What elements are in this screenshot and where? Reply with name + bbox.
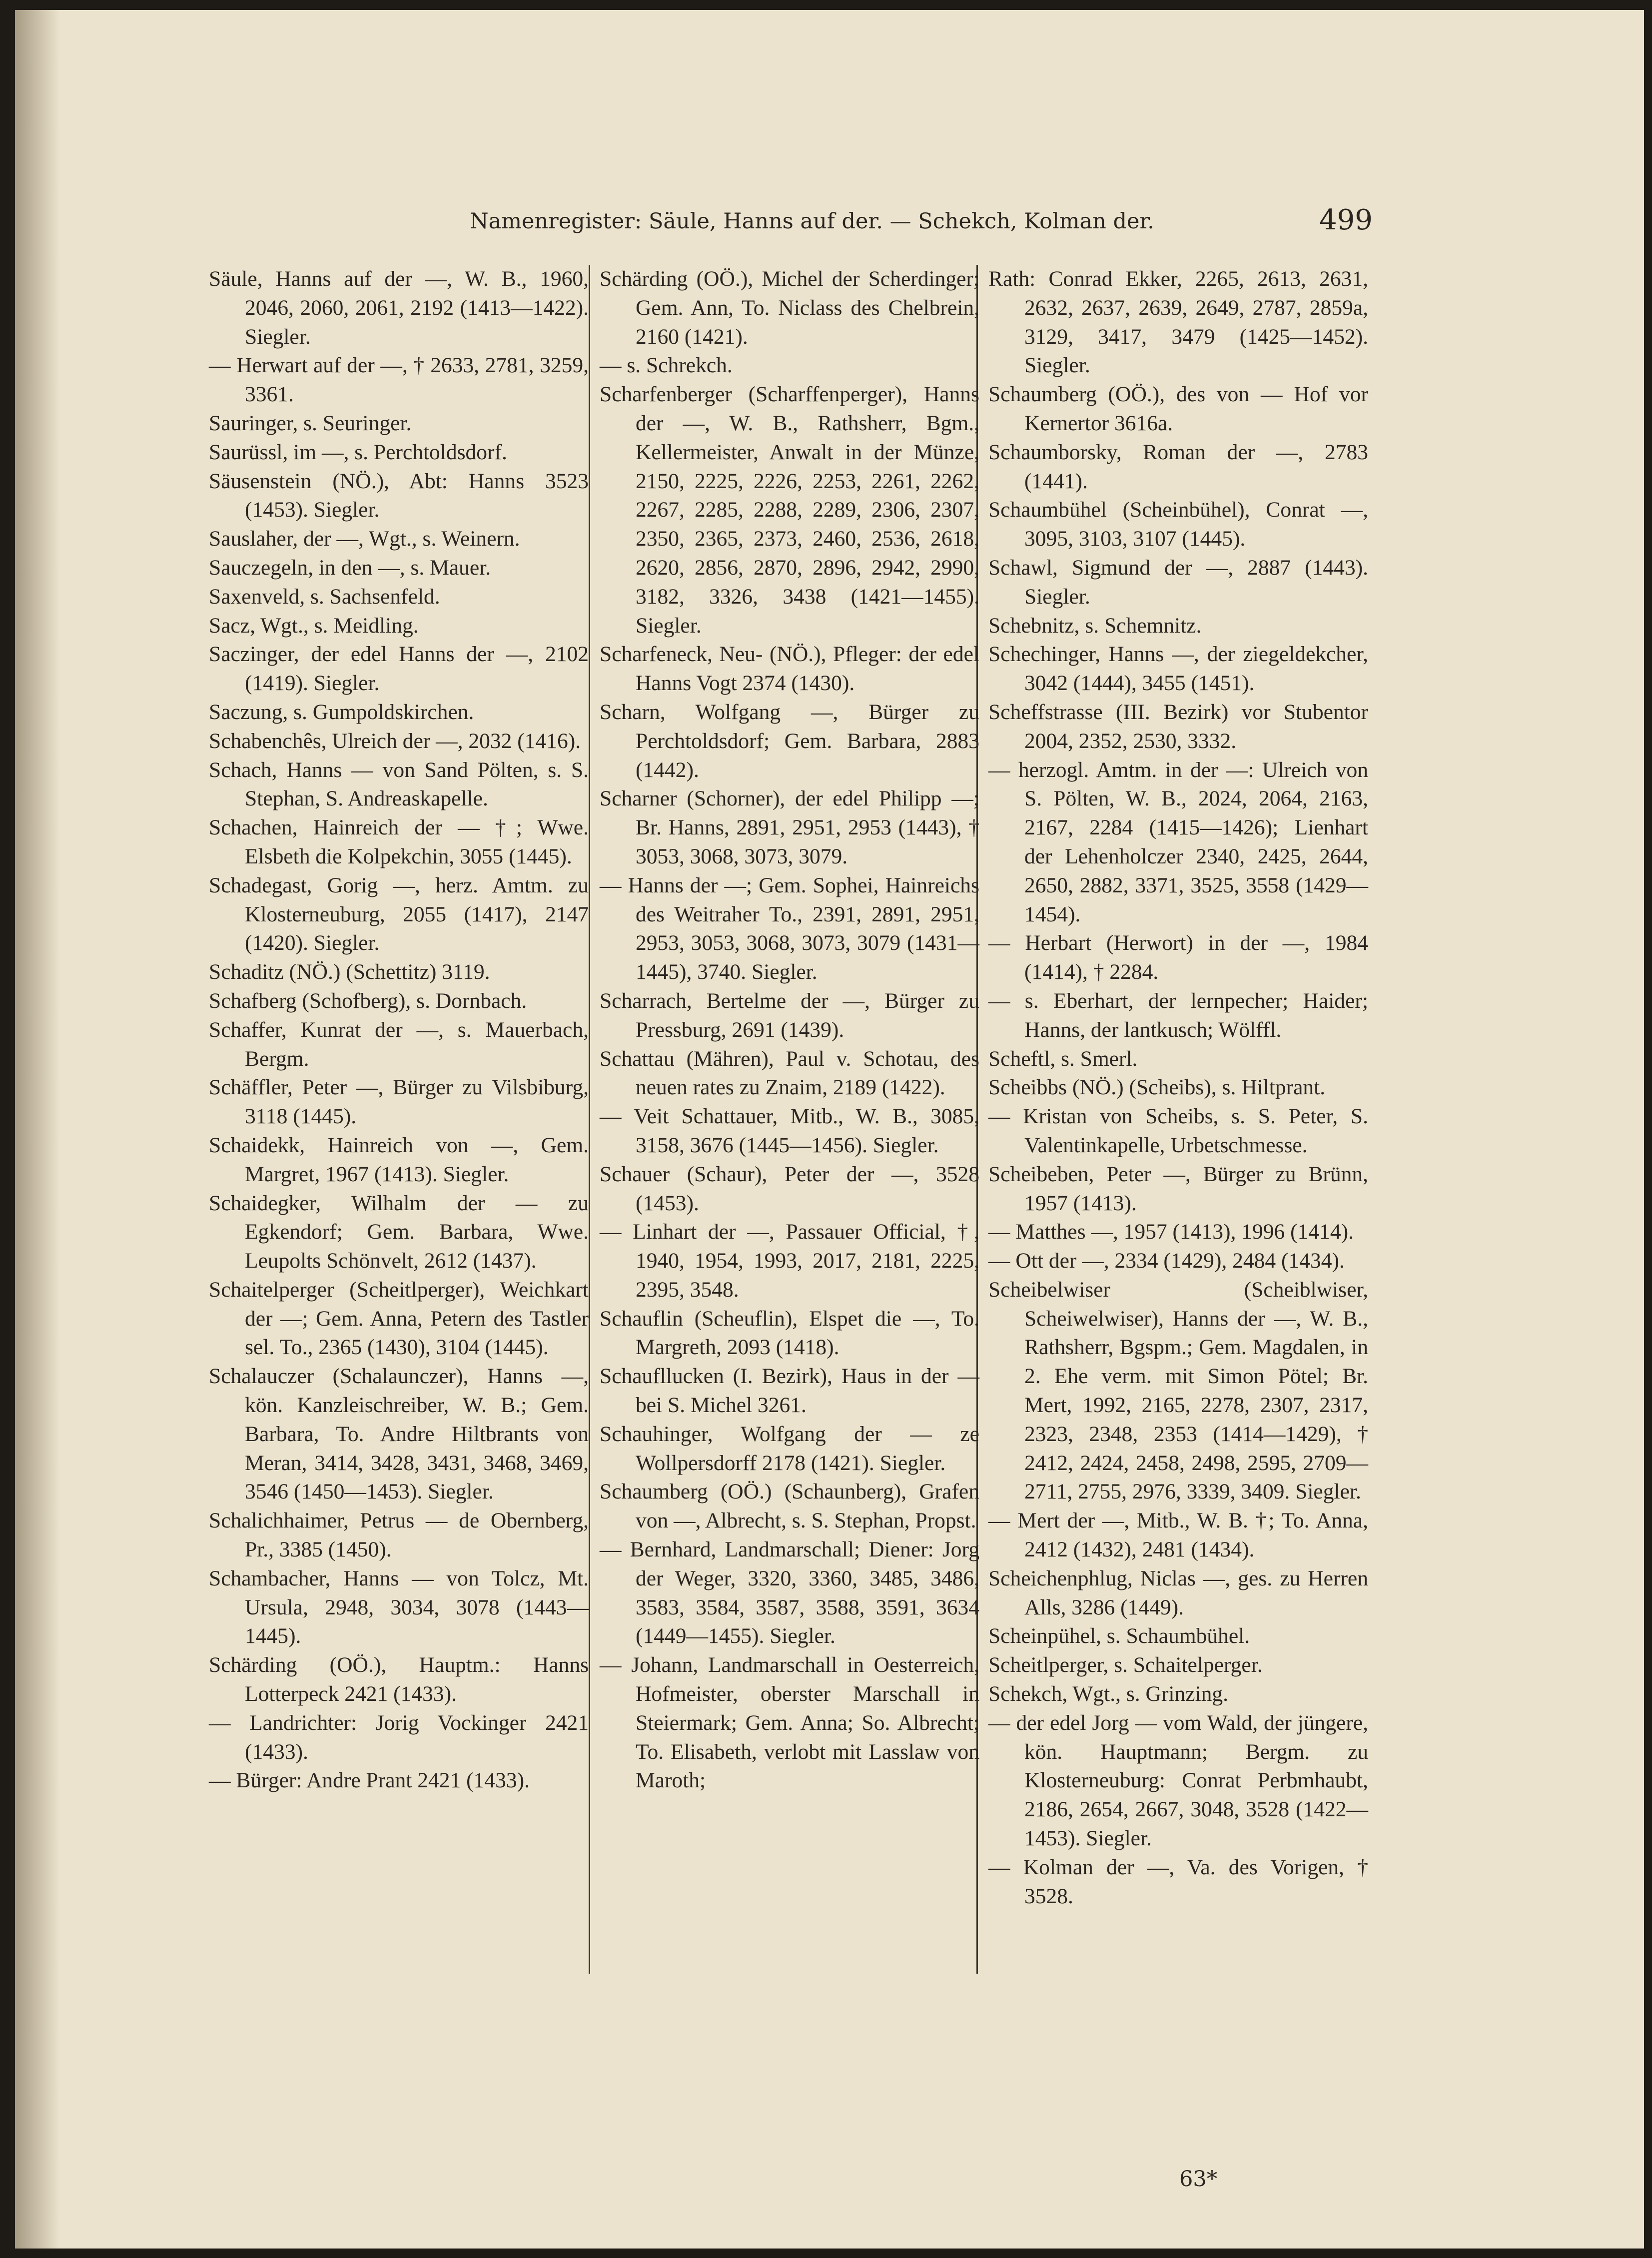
index-entry: Scheichenphlug, Niclas —, ges. zu Herren Alls, 3286 (1449).	[988, 1566, 1368, 1619]
index-entry: Schaffer, Kunrat der —, s. Mauerbach, Bergm.	[209, 1017, 589, 1071]
index-entry: Saczinger, der edel Hanns der —, 2102 (1419). Siegler.	[209, 642, 589, 696]
index-column-3	[988, 265, 1368, 1911]
index-entry: Schachen, Hainreich der — †; Wwe. Elsbeth die Kolpekchin, 3055 (1445).	[209, 815, 589, 868]
index-entry: Scheftl, s. Smerl.	[988, 1046, 1138, 1071]
index-entry: Scharn, Wolfgang —, Bürger zu Perchtoldsdorf; Gem. Barbara, 2883 (1442).	[600, 700, 979, 782]
index-entry: — Johann, Landmarschall in Oesterreich, Hofmeister, oberster Marschall in Steiermark; Gem. Anna; So. Albrecht; To. Elisabeth, verlobt mit Lasslaw von Maroth;	[600, 1653, 979, 1793]
index-entry: Schalichhaimer, Petrus — de Obernberg, Pr., 3385 (1450).	[209, 1508, 589, 1562]
index-entry: Scheitlperger, s. Schaitelperger.	[988, 1653, 1263, 1677]
index-entry: Rath: Conrad Ekker, 2265, 2613, 2631, 2632, 2637, 2639, 2649, 2787, 2859a, 3129, 3417, 3479 (1425—1452). Siegler.	[988, 267, 1368, 378]
index-column-1	[209, 265, 589, 1795]
index-entry: Schawl, Sigmund der —, 2887 (1443). Siegler.	[988, 555, 1368, 609]
index-entry: Schafberg (Schofberg), s. Dornbach.	[209, 988, 527, 1013]
index-entry: Scharner (Schorner), der edel Philipp —; Br. Hanns, 2891, 2951, 2953 (1443), † 3053, 3068, 3073, 3079.	[600, 786, 979, 868]
index-entry: — Linhart der —, Passauer Official, †, 1940, 1954, 1993, 2017, 2181, 2225, 2395, 3548.	[600, 1220, 979, 1302]
index-entry: Schaumbühel (Scheinbühel), Conrat —, 3095, 3103, 3107 (1445).	[988, 498, 1368, 551]
index-entry: — Bernhard, Landmarschall; Diener: Jorg der Weger, 3320, 3360, 3485, 3486, 3583, 3584, 3587, 3588, 3591, 3634 (1449—1455). Siegler.	[600, 1537, 979, 1648]
index-entry: — Herwart auf der —, † 2633, 2781, 3259, 3361.	[209, 353, 589, 407]
index-entry: Schalauczer (Schalaunczer), Hanns —, kön. Kanzleischreiber, W. B.; Gem. Barbara, To. Andre Hiltbrants von Meran, 3414, 3428, 3431, 3468, 3469, 3546 (1450—1453). Siegler.	[209, 1364, 589, 1504]
index-entry: Schärding (OÖ.), Hauptm.: Hanns Lotterpeck 2421 (1433).	[209, 1653, 589, 1706]
index-entry: — der edel Jorg — vom Wald, der jüngere, kön. Hauptmann; Bergm. zu Klosterneuburg: Conrat Perbmhaubt, 2186, 2654, 2667, 3048, 3528 (1422—1453). Siegler.	[988, 1710, 1368, 1851]
index-entry: Schechinger, Hanns —, der ziegeldekcher, 3042 (1444), 3455 (1451).	[988, 642, 1368, 696]
index-entry: Schauhinger, Wolfgang der — ze Wollpersdorff 2178 (1421). Siegler.	[600, 1422, 979, 1475]
index-entry: Scharrach, Bertelme der —, Bürger zu Pressburg, 2691 (1439).	[600, 988, 979, 1042]
index-entry: Saxenveld, s. Sachsenfeld.	[209, 584, 440, 609]
index-entry: Scheibbs (NÖ.) (Scheibs), s. Hiltprant.	[988, 1075, 1326, 1100]
index-entry: — Hanns der —; Gem. Sophei, Hainreichs des Weitraher To., 2391, 2891, 2951, 2953, 3053, 3068, 3073, 3079 (1431—1445), 3740. Siegler.	[600, 873, 979, 984]
index-entry: — Veit Schattauer, Mitb., W. B., 3085, 3158, 3676 (1445—1456). Siegler.	[600, 1104, 979, 1157]
index-entry: Sacz, Wgt., s. Meidling.	[209, 613, 419, 638]
index-entry: Schaditz (NÖ.) (Schettitz) 3119.	[209, 960, 490, 984]
index-entry: Schauflin (Scheuflin), Elspet die —, To. Margreth, 2093 (1418).	[600, 1306, 979, 1360]
index-entry: — Kolman der —, Va. des Vorigen, † 3528.	[988, 1855, 1368, 1908]
index-entry: Scharfeneck, Neu- (NÖ.), Pfleger: der edel Hanns Vogt 2374 (1430).	[600, 642, 979, 696]
index-entry: Scheinpühel, s. Schaumbühel.	[988, 1624, 1250, 1648]
index-entry: — Landrichter: Jorig Vockinger 2421 (1433).	[209, 1710, 589, 1764]
index-entry: Saurüssl, im —, s. Perchtoldsdorf.	[209, 440, 507, 464]
index-entry: Schekch, Wgt., s. Grinzing.	[988, 1682, 1229, 1706]
page-number: 499	[1319, 204, 1373, 236]
signature-mark: 63*	[1179, 2167, 1218, 2192]
index-entry: Schebnitz, s. Schemnitz.	[988, 613, 1202, 638]
index-entry: Schärding (OÖ.), Michel der Scherdinger; Gem. Ann, To. Niclass des Chelbrein, 2160 (1421).	[600, 267, 979, 349]
index-column-2	[600, 265, 979, 1795]
index-entry: Schaitelperger (Scheitlperger), Weichkart der —; Gem. Anna, Petern des Tastler sel. To., 2365 (1430), 3104 (1445).	[209, 1277, 589, 1360]
index-entry: Sauczegeln, in den —, s. Mauer.	[209, 555, 491, 580]
index-entry: Schäffler, Peter —, Bürger zu Vilsbiburg, 3118 (1445).	[209, 1075, 589, 1129]
column-rule-1	[589, 265, 590, 1974]
index-entry: — s. Schrekch.	[600, 353, 733, 378]
index-entry: Schambacher, Hanns — von Tolcz, Mt. Ursula, 2948, 3034, 3078 (1443—1445).	[209, 1566, 589, 1648]
index-entry: Sauringer, s. Seuringer.	[209, 411, 412, 435]
index-entry: Schaidegker, Wilhalm der — zu Egkendorf; Gem. Barbara, Wwe. Leupolts Schönvelt, 2612 (1437).	[209, 1191, 589, 1273]
index-entry: Scheffstrasse (III. Bezirk) vor Stubentor 2004, 2352, 2530, 3332.	[988, 700, 1368, 753]
index-entry: Schadegast, Gorig —, herz. Amtm. zu Klosterneuburg, 2055 (1417), 2147 (1420). Siegler.	[209, 873, 589, 955]
index-entry: Schaidekk, Hainreich von —, Gem. Margret, 1967 (1413). Siegler.	[209, 1133, 589, 1186]
index-entry: Schaumberg (OÖ.), des von — Hof vor Kernertor 3616a.	[988, 382, 1368, 435]
index-entry: — Bürger: Andre Prant 2421 (1433).	[209, 1768, 530, 1793]
index-entry: Schaumberg (OÖ.) (Schaunberg), Grafen von —, Albrecht, s. S. Stephan, Propst.	[600, 1480, 979, 1533]
index-entry: Scheibelwiser (Scheiblwiser, Scheiwelwiser), Hanns der —, W. B., Rathsherr, Bgspm.; Gem. Magdalen, in 2. Ehe verm. mit Simon Pötel; Br. Mert, 1992, 2165, 2278, 2307, 2317, 2323, 2348, 2353 (1414—1429), † 2412, 2424, 2458, 2498, 2595, 2709—2711, 2755, 2976, 3339, 3409. Siegler.	[988, 1277, 1368, 1504]
index-entry: — Ott der —, 2334 (1429), 2484 (1434).	[988, 1249, 1345, 1273]
index-entry: — herzogl. Amtm. in der —: Ulreich von S. Pölten, W. B., 2024, 2064, 2163, 2167, 2284 (1415—1426); Lienhart der Lehenholczer 2340, 2425, 2644, 2650, 2882, 3371, 3525, 3558 (1429—1454).	[988, 757, 1368, 926]
index-entry: — Matthes —, 1957 (1413), 1996 (1414).	[988, 1220, 1354, 1244]
index-entry: — Kristan von Scheibs, s. S. Peter, S. Valentinkapelle, Urbetschmesse.	[988, 1104, 1368, 1157]
index-entry: Schauer (Schaur), Peter der —, 3528 (1453).	[600, 1162, 979, 1215]
running-header: Namenregister: Säule, Hanns auf der. — Schekch, Kolman der.	[470, 209, 1154, 234]
index-entry: Scheibeben, Peter —, Bürger zu Brünn, 1957 (1413).	[988, 1162, 1368, 1215]
index-entry: Saczung, s. Gumpoldskirchen.	[209, 700, 474, 724]
index-entry: Säule, Hanns auf der —, W. B., 1960, 2046, 2060, 2061, 2192 (1413—1422). Siegler.	[209, 267, 589, 349]
index-entry: Schach, Hanns — von Sand Pölten, s. S. Stephan, S. Andreaskapelle.	[209, 757, 589, 811]
index-entry: — Herbart (Herwort) in der —, 1984 (1414), † 2284.	[988, 931, 1368, 984]
index-entry: — s. Eberhart, der lernpecher; Haider; Hanns, der lantkusch; Wölffl.	[988, 988, 1368, 1042]
index-entry: Schaumborsky, Roman der —, 2783 (1441).	[988, 440, 1368, 493]
index-entry: Scharfenberger (Scharffenperger), Hanns der —, W. B., Rathsherr, Bgm., Kellermeister, Anwalt in der Münze, 2150, 2225, 2226, 2253, 2261, 2262, 2267, 2285, 2288, 2289, 2306, 2307, 2350, 2365, 2373, 2460, 2536, 2618, 2620, 2856, 2870, 2896, 2942, 2990, 3182, 3326, 3438 (1421—1455). Siegler.	[600, 382, 979, 638]
index-entry: Säusenstein (NÖ.), Abt: Hanns 3523 (1453). Siegler.	[209, 469, 589, 522]
page-gutter-shadow	[15, 10, 60, 2249]
index-entry: Schabenchês, Ulreich der —, 2032 (1416).	[209, 729, 581, 753]
index-entry: Sauslaher, der —, Wgt., s. Weinern.	[209, 527, 520, 551]
index-entry: — Mert der —, Mitb., W. B. †; To. Anna, 2412 (1432), 2481 (1434).	[988, 1508, 1368, 1562]
index-entry: Schattau (Mähren), Paul v. Schotau, des neuen rates zu Znaim, 2189 (1422).	[600, 1046, 979, 1100]
index-entry: Schaufllucken (I. Bezirk), Haus in der — bei S. Michel 3261.	[600, 1364, 979, 1418]
